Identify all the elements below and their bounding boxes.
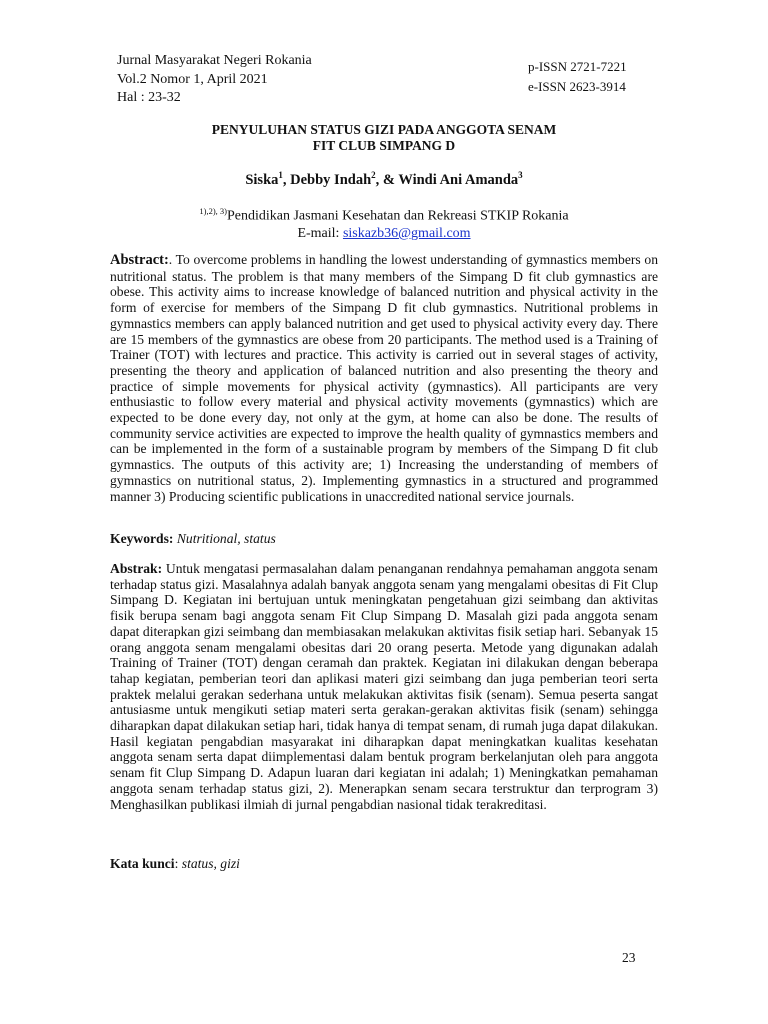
abstract-indonesian xyxy=(110,561,658,812)
author-3: , & Windi Ani Amanda xyxy=(375,171,519,188)
kata-kunci xyxy=(110,856,240,872)
author-3-affil: 3 xyxy=(518,170,523,180)
affiliation-marker: 1),2), 3) xyxy=(199,206,227,216)
journal-volume: Vol.2 Nomor 1, April 2021 xyxy=(117,71,268,87)
issn-block xyxy=(528,57,627,97)
author-1: Siska xyxy=(245,171,279,188)
kata-kunci-colon: : xyxy=(174,856,182,871)
journal-pages: Hal : 23-32 xyxy=(117,90,181,105)
email-label: E-mail: xyxy=(297,225,343,241)
abstract-label: Abstract: xyxy=(110,252,169,268)
kata-kunci-label: Kata kunci xyxy=(110,856,175,871)
keywords xyxy=(110,531,276,547)
title-line-2: FIT CLUB SIMPANG D xyxy=(312,138,456,153)
journal-header xyxy=(117,52,312,108)
abstract-english xyxy=(110,252,658,504)
affiliation-text: Pendidikan Jasmani Kesehatan dan Rekreasi STKIP Rokania xyxy=(226,208,569,224)
title-line-1: PENYULUHAN STATUS GIZI PADA ANGGOTA SENAM xyxy=(211,122,557,137)
author-2-affil: 2 xyxy=(371,170,376,180)
affiliation-block xyxy=(110,203,658,242)
kata-kunci-value: status, gizi xyxy=(181,856,240,871)
abstrak-label: Abstrak: xyxy=(110,561,163,576)
page-number: 23 xyxy=(622,950,636,965)
keywords-label: Keywords: xyxy=(110,531,174,546)
keywords-value: Nutritional, status xyxy=(173,531,276,546)
abstrak-body: Untuk mengatasi permasalahan dalam penanganan rendahnya pemahaman anggota senam terhadap status gizi. Masalahnya adalah banyak anggota senam yang mengalami obesitas di Fit Clup Simpang D. Kegiatan ini bertujuan untuk meningkatan pengetahuan gizi seimbang dan aktivitas fisik berupa senam bagi anggota senam Fit Clup Simpang D. Masalah gizi pada anggota senam dapat diterapkan gizi seimbang dan membiasakan melakukan aktivitas fisik setiap hari. Sebanyak 15 orang anggota senam mengalami obesitas dari 20 orang peserta. Metode yang digunakan adalah Training of Trainer (TOT) dengan ceramah dan praktek. Kegiatan ini dilakukan dengan beberapa tahap kegiatan, pemberian teori dan aplikasi materi gizi seimbang dan juga pemberian teori serta praktek melalui gerakan sederhana untuk melakukan aktivitas fisik (senam). Semua peserta sangat antusiasme untuk mengikuti setiap materi serta gerakan-gerakan aktivitas fisik (senam) sehingga diharapkan dapat dilakukan setiap hari, tidak hanya di tempat senam, di rumah juga dapat dilakukan. Hasil kegiatan pengabdian masyarakat ini diharapkan dapat meningkatkan kualitas kesehatan anggota senam serta dapat diimplementasi dalam bentuk program berkelanjutan oleh para anggota senam fit Clup Simpang D. Adapun luaran dari kegiatan ini adalah; 1) Meningkatkan pemahaman anggota senam terhadap status gizi, 2). Menerapkan senam secara terstruktur dan terprogram 3) Menghasilkan publikasi ilmiah di jurnal pengabdian nasional tidak terakreditasi. xyxy=(110,561,658,812)
email-link[interactable]: siskazb36@gmail.com xyxy=(342,225,471,241)
author-1-affil: 1 xyxy=(278,170,283,180)
abstract-body: . To overcome problems in handling the lowest understanding of gymnastics members on nutritional status. The problem is that many members of the Simpang D fit club gymnastics are obese. This activity aims to increase knowledge of balanced nutrition and physical activity in the form of exercise for members of the Simpang D fit club gymnastics. Nutritional problems in gymnastics members can apply balanced nutrition and get used to physical activity every day. There are 15 members of the gymnastics are obese from 20 participants. The method used is a Training of Trainer (TOT) with lectures and practice. This activity is carried out in several stages of activity, presenting the theory and application of balanced nutrition and also presenting the theory and practice of simple movements for physical activity (gymnastics). All participants are very enthusiastic to follow every material and physical activity movements (gymnastics) which are expected to be done every day, not only at the gym, at home can also be done. The results of community service activities are expected to improve the health quality of gymnastics members and can be implemented in the form of a sustainable program by members of the Simpang D fit club gymnastics. The outputs of this activity are; 1) Increasing the understanding of members of gymnastics on nutritional status, 2). Implementing gymnastics in a structured and programmed manner 3) Producing scientific publications in unaccredited national service journals. xyxy=(110,252,658,504)
article-title xyxy=(110,122,658,154)
journal-name: Jurnal Masyarakat Negeri Rokania xyxy=(117,53,312,68)
author-2: , Debby Indah xyxy=(282,171,372,188)
e-issn: e-ISSN 2623-3914 xyxy=(528,79,626,94)
p-issn: p-ISSN 2721-7221 xyxy=(528,59,627,74)
author-list xyxy=(110,170,658,189)
